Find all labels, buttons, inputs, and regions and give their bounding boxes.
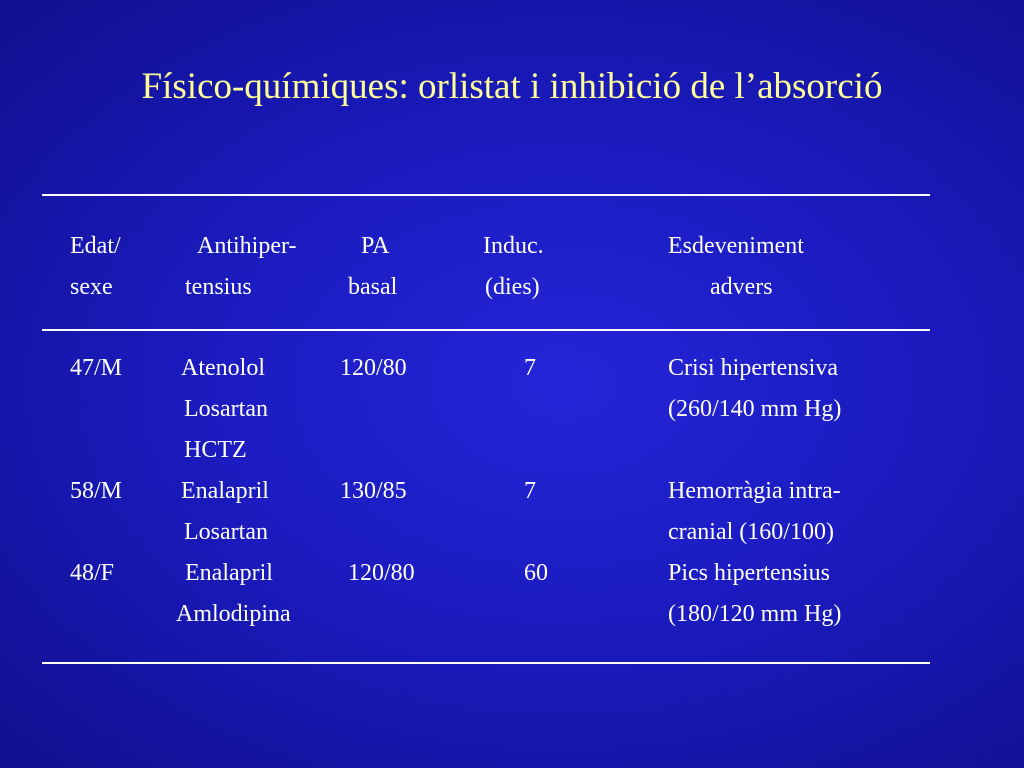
header-pa-line1: PA: [361, 233, 390, 259]
row1-induction-days: 7: [524, 355, 536, 381]
header-event-line1: Esdeveniment: [668, 233, 804, 259]
header-drugs-line2: tensius: [185, 274, 252, 300]
row2-induction-days: 7: [524, 478, 536, 504]
row2-event-line2: cranial (160/100): [668, 519, 834, 545]
row2-event-line1: Hemorràgia intra-: [668, 478, 841, 504]
row2-drug-1: Enalapril: [181, 478, 269, 504]
table-header-rule: [42, 329, 930, 331]
slide-title: Físico-químiques: orlistat i inhibició de l’absorció: [141, 66, 883, 107]
header-age-sex-line1: Edat/: [70, 233, 121, 259]
header-drugs-line1: Antihiper-: [197, 233, 297, 259]
table-top-rule: [42, 194, 930, 196]
row1-event-line2: (260/140 mm Hg): [668, 396, 842, 422]
row3-event-line1: Pics hipertensius: [668, 560, 830, 586]
row1-event-line1: Crisi hipertensiva: [668, 355, 838, 381]
row1-drug-2: Losartan: [184, 396, 268, 422]
row3-age-sex: 48/F: [70, 560, 115, 586]
row1-drug-3: HCTZ: [184, 437, 247, 463]
row1-drug-1: Atenolol: [181, 355, 265, 381]
table-bottom-rule: [42, 662, 930, 664]
row2-age-sex: 58/M: [70, 478, 123, 504]
row3-induction-days: 60: [524, 560, 548, 586]
header-event-line2: advers: [710, 274, 773, 300]
row1-age-sex: 47/M: [70, 355, 123, 381]
row3-event-line2: (180/120 mm Hg): [668, 601, 842, 627]
row3-pa-basal: 120/80: [348, 560, 415, 586]
row2-drug-2: Losartan: [184, 519, 268, 545]
row2-pa-basal: 130/85: [340, 478, 407, 504]
header-induction-line1: Induc.: [483, 233, 544, 259]
header-age-sex-line2: sexe: [70, 274, 113, 300]
row1-pa-basal: 120/80: [340, 355, 407, 381]
header-pa-line2: basal: [348, 274, 398, 300]
row3-drug-2: Amlodipina: [176, 601, 291, 627]
row3-drug-1: Enalapril: [185, 560, 273, 586]
header-induction-line2: (dies): [485, 274, 540, 300]
